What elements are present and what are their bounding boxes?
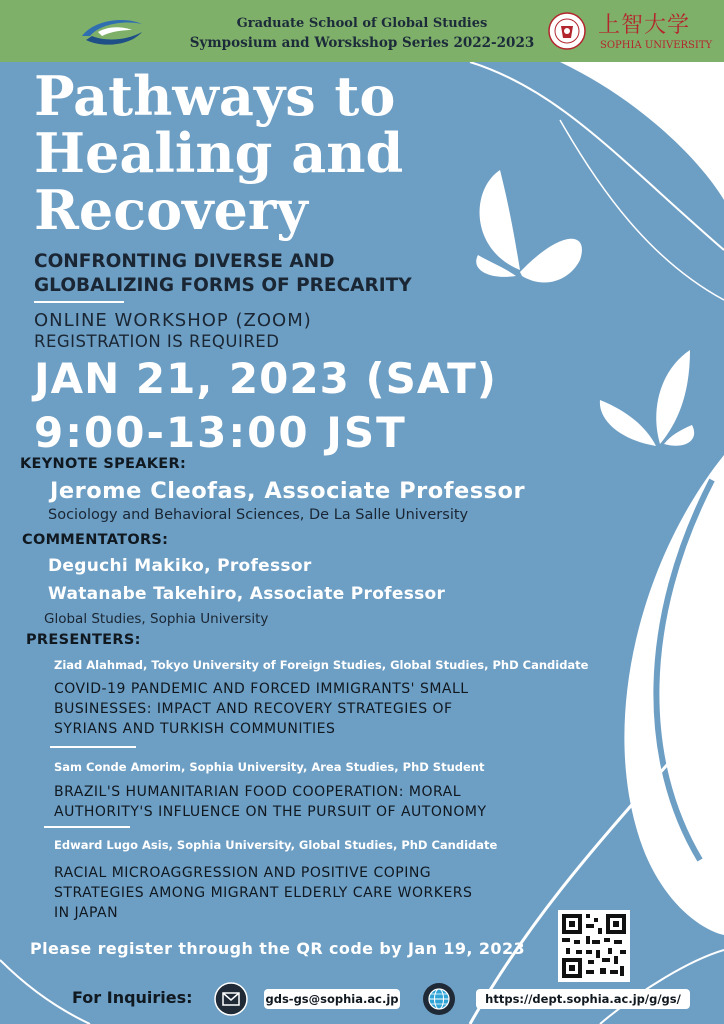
keynote-name: Jerome Cleofas, Associate Professor <box>50 478 526 504</box>
registration-note: REGISTRATION IS REQUIRED <box>34 332 280 351</box>
commentators-label: COMMENTATORS: <box>22 532 169 548</box>
presentation-title-line: RACIAL MICROAGGRESSION AND POSITIVE COPING <box>54 865 432 881</box>
title-line: Recovery <box>34 178 308 242</box>
presentation-title-line: COVID-19 PANDEMIC AND FORCED IMMIGRANTS' SMALL <box>54 681 469 697</box>
university-name-jp: 上智大学 <box>598 13 691 38</box>
title-line: Pathways to <box>34 64 396 128</box>
presentation-title <box>54 863 574 923</box>
presentation-title-line: STRATEGIES AMONG MIGRANT ELDERLY CARE WORKERS <box>54 885 473 901</box>
website-link[interactable]: https://dept.sophia.ac.jp/g/gs/ <box>476 989 690 1009</box>
university-name-en: SOPHIA UNIVERSITY <box>600 40 713 51</box>
presenter-name: Edward Lugo Asis, Sophia University, Global Studies, PhD Candidate <box>54 838 498 852</box>
presentation-title-line: IN JAPAN <box>54 905 119 921</box>
university-seal <box>548 12 586 50</box>
register-instructions: Please register through the QR code by Jan 19, 2023 <box>30 939 526 958</box>
commentator-name: Watanabe Takehiro, Associate Professor <box>48 584 446 604</box>
mail-icon <box>214 982 248 1016</box>
school-name: Graduate School of Global Studies <box>236 16 488 31</box>
butterfly-small-icon <box>600 350 694 446</box>
event-format: ONLINE WORKSHOP (ZOOM) <box>34 310 312 331</box>
presenter-name: Ziad Alahmad, Tokyo University of Foreign Studies, Global Studies, PhD Candidate <box>54 658 589 672</box>
title-line: Healing and <box>34 121 404 185</box>
series-title: Symposium and Worskshop Series 2022-2023 <box>189 35 535 51</box>
event-time: 9:00-13:00 JST <box>34 408 407 457</box>
main-title <box>34 64 404 242</box>
email-link[interactable]: gds-gs@sophia.ac.jp <box>264 989 400 1009</box>
commentators-affiliation: Global Studies, Sophia University <box>44 611 269 627</box>
presenters-label: PRESENTERS: <box>26 632 141 648</box>
globe-icon <box>422 982 456 1016</box>
header-band <box>0 0 724 62</box>
presentation-title-line: BUSINESSES: IMPACT AND RECOVERY STRATEGIES OF <box>54 701 453 717</box>
presentation-title <box>54 679 574 739</box>
presenter-name: Sam Conde Amorim, Sophia University, Area Studies, PhD Student <box>54 760 485 774</box>
presentation-title-line: SYRIANS AND TURKISH COMMUNITIES <box>54 721 336 737</box>
subtitle-line: CONFRONTING DIVERSE AND <box>34 251 335 272</box>
presentation-title-line: AUTHORITY'S INFLUENCE ON THE PURSUIT OF AUTONOMY <box>54 804 487 820</box>
qr-code[interactable] <box>558 910 630 982</box>
butterfly-icon <box>476 170 582 283</box>
keynote-affiliation: Sociology and Behavioral Sciences, De La Salle University <box>48 507 469 523</box>
presentation-title <box>54 782 574 822</box>
divider <box>50 746 136 748</box>
inquiries-label: For Inquiries: <box>72 988 193 1007</box>
event-date: JAN 21, 2023 (SAT) <box>34 354 497 403</box>
subtitle <box>34 250 412 298</box>
presentation-title-line: BRAZIL'S HUMANITARIAN FOOD COOPERATION: MORAL <box>54 784 462 800</box>
commentator-name: Deguchi Makiko, Professor <box>48 556 312 576</box>
keynote-label: KEYNOTE SPEAKER: <box>20 456 187 472</box>
divider <box>34 301 124 303</box>
divider <box>44 826 130 828</box>
subtitle-line: GLOBALIZING FORMS OF PRECARITY <box>34 275 412 296</box>
